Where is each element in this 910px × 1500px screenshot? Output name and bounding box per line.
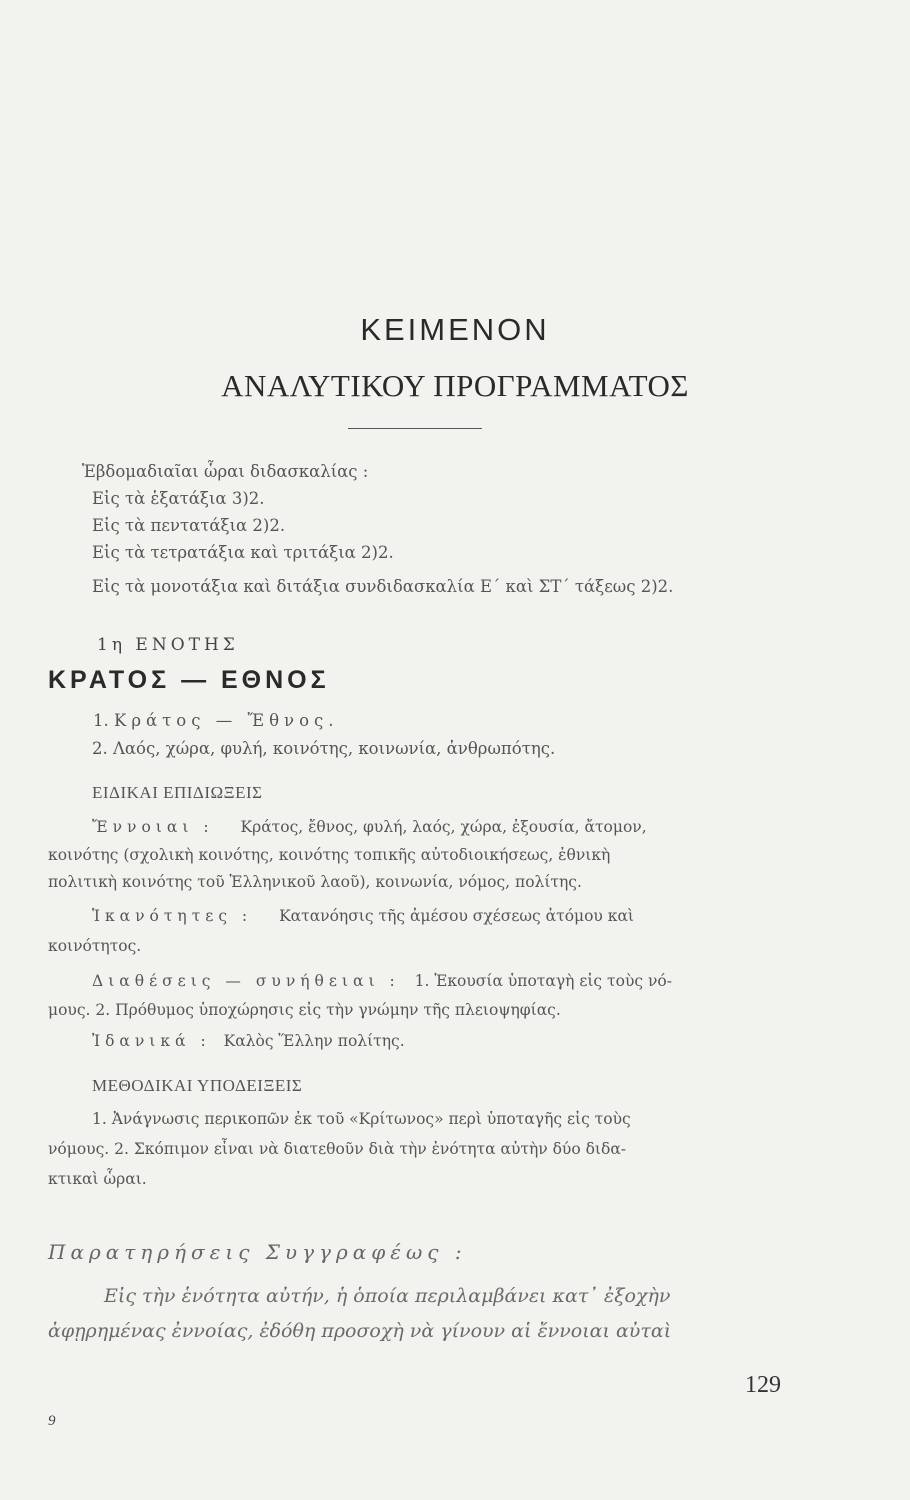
abilities-line-2: κοινότητος.	[48, 937, 142, 955]
unit-item-2: 2. Λαός, χώρα, φυλή, κοινότης, κοινωνία, ἀνθρωπότης.	[92, 739, 556, 758]
schedule-line: Εἰς τὰ πεντατάξια 2)2.	[92, 516, 286, 535]
schedule-line: Εἰς τὰ τετρατάξια καὶ τριτάξια 2)2.	[92, 543, 394, 562]
abilities-line-1	[92, 907, 634, 925]
abilities-label: Ἱκανότητες :	[92, 907, 253, 925]
concepts-label: Ἔννοιαι :	[92, 818, 214, 836]
unit-title: ΚΡΑΤΟΣ — ΕΘΝΟΣ	[48, 666, 330, 694]
concepts-line-1	[92, 818, 647, 836]
abilities-text: Κατανόησις τῆς ἀμέσου σχέσεως ἀτόμου καὶ	[279, 907, 635, 925]
methods-line-3: κτικαὶ ὧραι.	[48, 1170, 147, 1188]
attitudes-label: Διαθέσεις — συνήθειαι :	[92, 972, 400, 990]
title-divider	[348, 428, 482, 429]
author-notes-line-2: ἀφῃρημένας ἐννοίας, ἐδόθη προσοχὴ νὰ γίνουν αἱ ἔννοιαι αὐταὶ	[48, 1320, 672, 1342]
schedule-line: Εἰς τὰ ἑξατάξια 3)2.	[92, 489, 265, 508]
concepts-line-3: πολιτικὴ κοινότης τοῦ Ἑλληνικοῦ λαοῦ), κοινωνία, νόμος, πολίτης.	[48, 873, 582, 891]
author-notes-line-1: Εἰς τὴν ἑνότητα αὐτήν, ἡ ὁποία περιλαμβάνει κατ᾽ ἐξοχὴν	[104, 1285, 671, 1307]
ideals-line	[92, 1032, 405, 1050]
author-notes-heading: Παρατηρήσεις Συγγραφέως :	[48, 1240, 467, 1264]
signature-mark: 9	[48, 1413, 56, 1429]
concepts-text: Κράτος, ἔθνος, φυλή, λαός, χώρα, ἐξουσία, ἄτομον,	[240, 818, 647, 836]
schedule-line: Εἰς τὰ μονοτάξια καὶ διτάξια συνδιδασκαλία Ε΄ καὶ ΣΤ΄ τάξεως 2)2.	[92, 577, 674, 596]
unit-item-1-text: Κράτος — Ἔθνος.	[114, 711, 339, 730]
attitudes-text: 1. Ἑκουσία ὑποταγὴ εἰς τοὺς νό-	[414, 972, 672, 990]
unit-label: 1η ΕΝΟΤΗΣ	[97, 635, 239, 655]
methods-line-1: 1. Ἀνάγνωσις περικοπῶν ἐκ τοῦ «Κρίτωνος» περὶ ὑποταγῆς εἰς τοὺς	[92, 1110, 631, 1128]
methods-heading: ΜΕΘΟΔΙΚΑΙ ΥΠΟΔΕΙΞΕΙΣ	[92, 1076, 303, 1095]
schedule-intro: Ἑβδομαδιαῖαι ὧραι διδασκαλίας :	[82, 462, 369, 481]
attitudes-line-1	[92, 972, 672, 990]
unit-item-1-number: 1.	[93, 711, 109, 730]
ideals-text: Καλὸς Ἕλλην πολίτης.	[223, 1032, 405, 1050]
page-title: ΚΕΙΜΕΝΟΝ	[360, 312, 550, 347]
unit-item-1	[93, 711, 338, 730]
attitudes-line-2: μους. 2. Πρόθυμος ὑποχώρησις εἰς τὴν γνώμην τῆς πλειοψηφίας.	[48, 1001, 561, 1019]
page-subtitle: ΑΝΑΛΥΤΙΚΟΥ ΠΡΟΓΡΑΜΜΑΤΟΣ	[221, 368, 689, 403]
objectives-heading: ΕΙΔΙΚΑΙ ΕΠΙΔΙΩΞΕΙΣ	[92, 783, 263, 802]
concepts-line-2: κοινότης (σχολικὴ κοινότης, κοινότης τοπικῆς αὐτοδιοικήσεως, ἐθνικὴ	[48, 846, 611, 864]
ideals-label: Ἰδανικά :	[92, 1032, 211, 1050]
methods-line-2: νόμους. 2. Σκόπιμον εἶναι νὰ διατεθοῦν διὰ τὴν ἑνότητα αὐτὴν δύο διδα-	[48, 1140, 627, 1158]
page-number: 129	[745, 1372, 781, 1398]
